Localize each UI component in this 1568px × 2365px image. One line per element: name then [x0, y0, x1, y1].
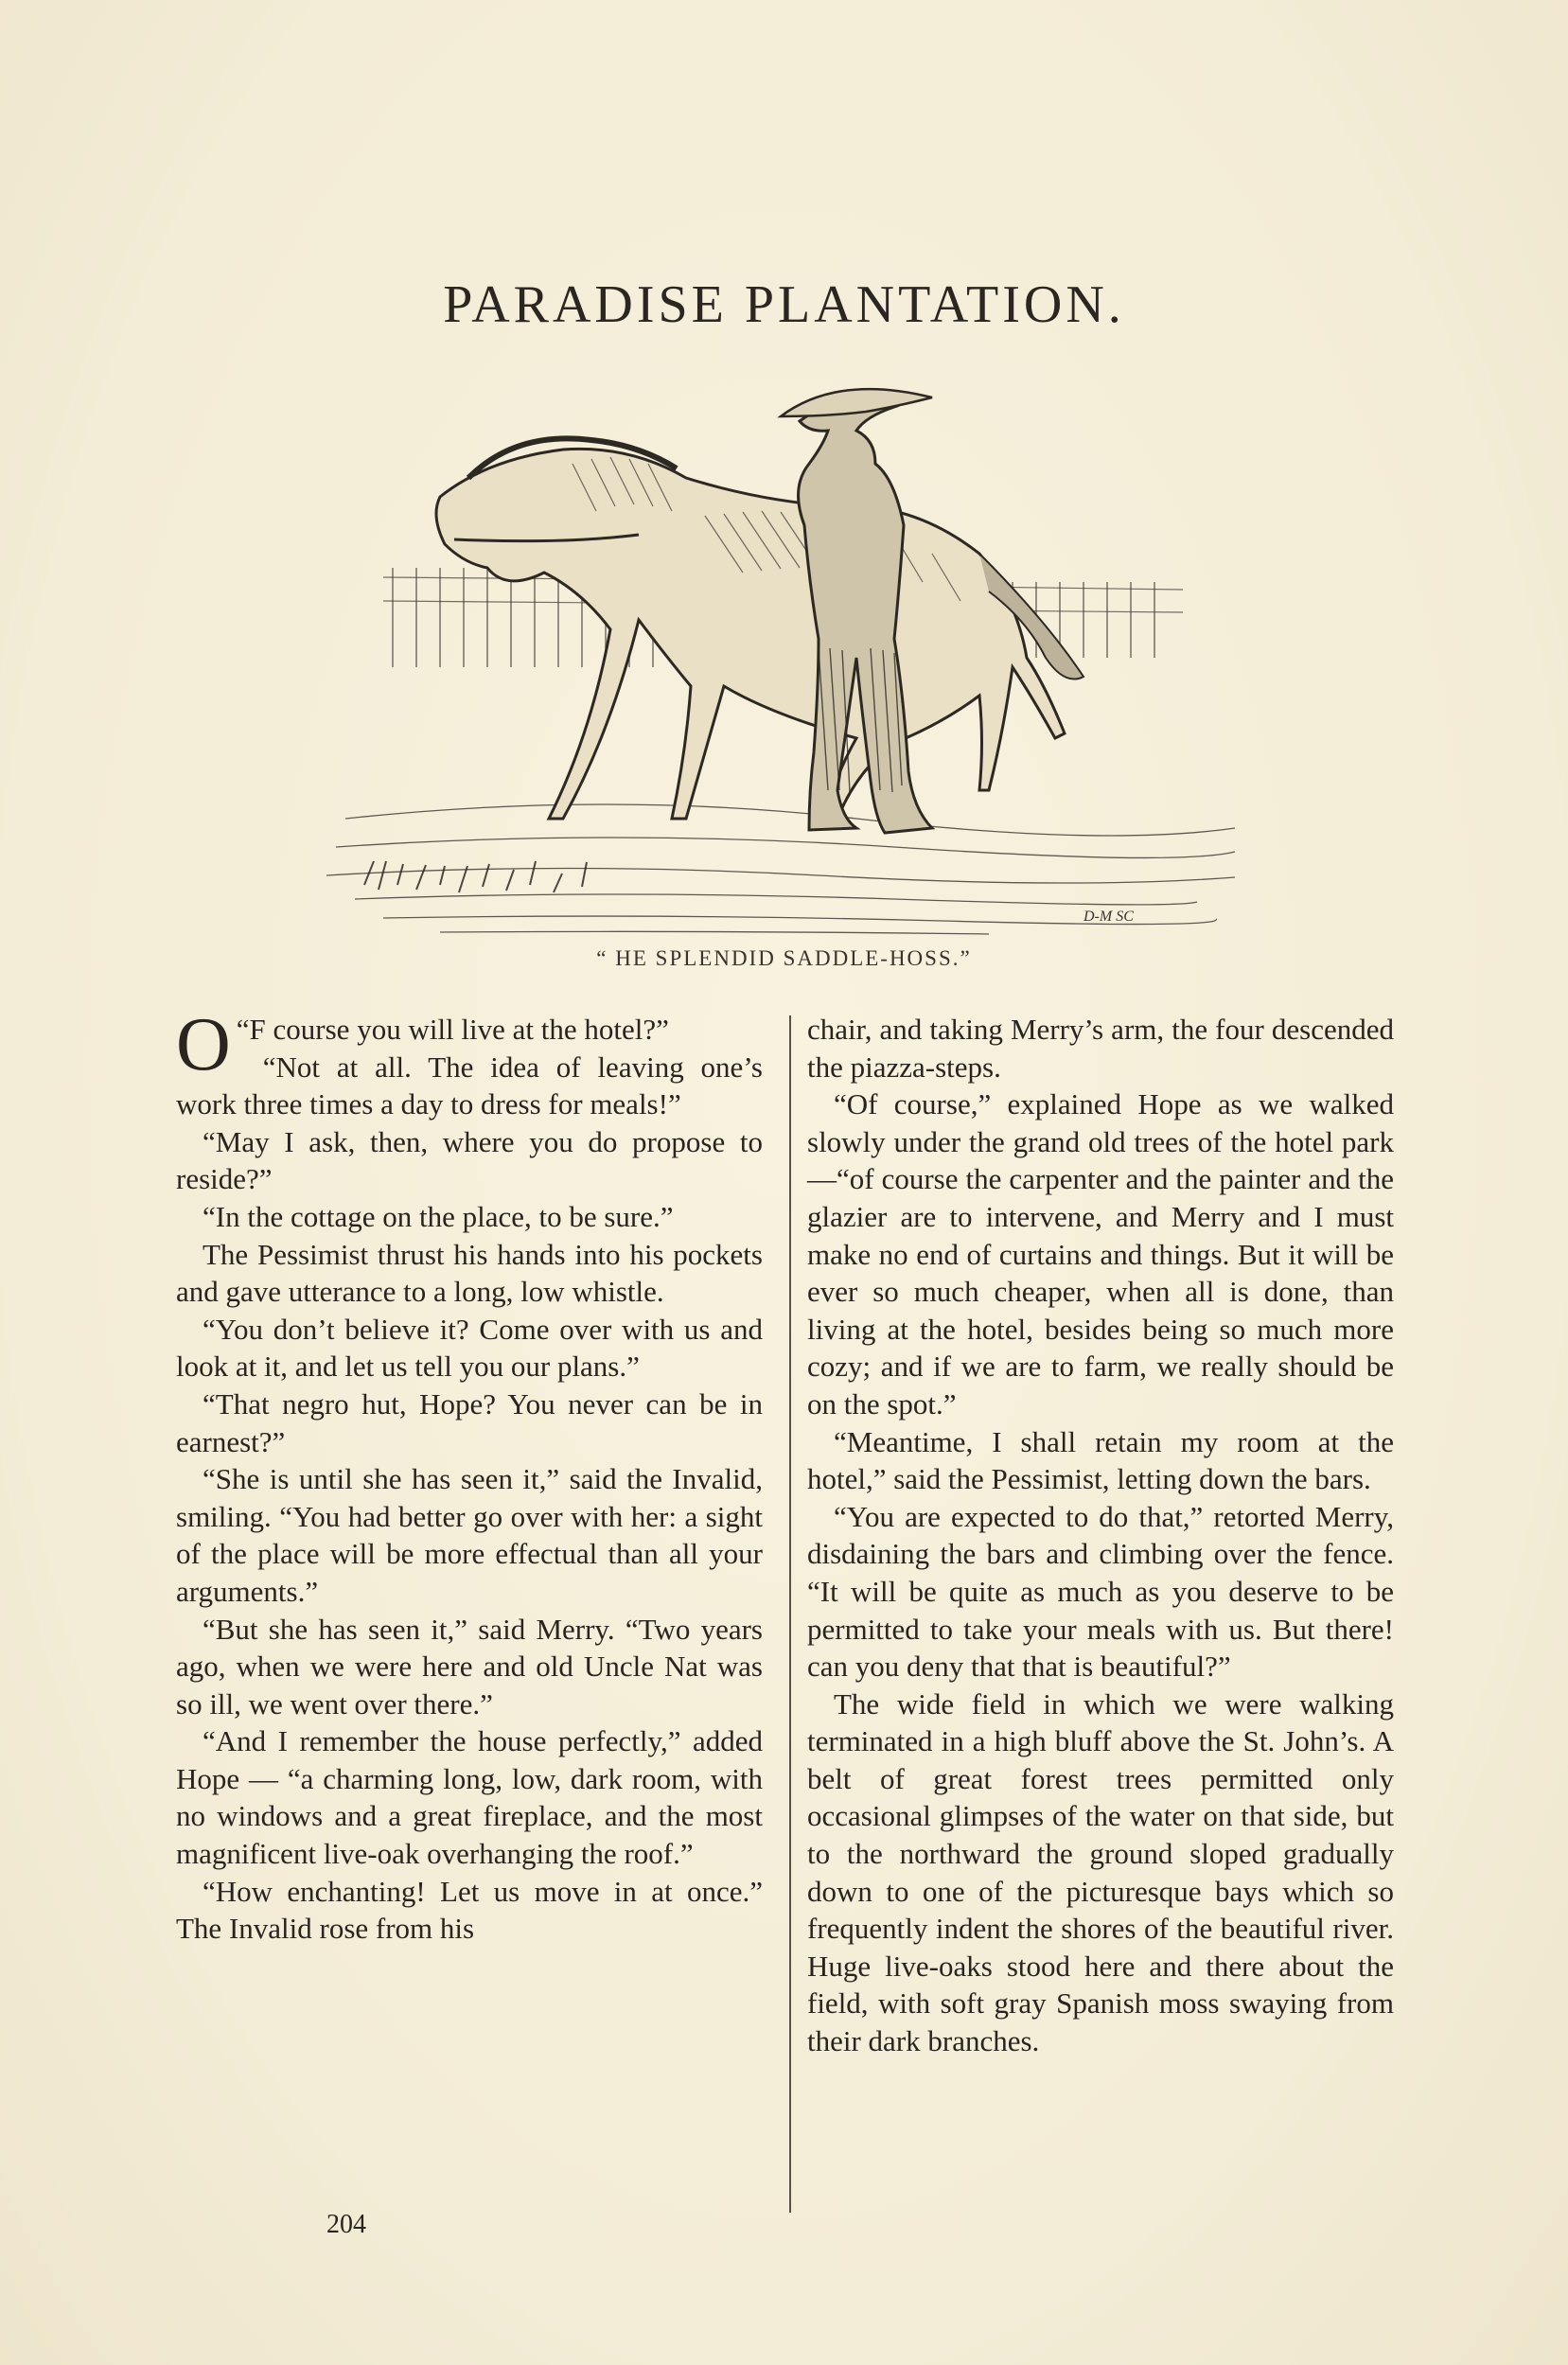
paragraph: “How enchanting! Let us move in at once.” The Invalid rose from his	[176, 1874, 763, 1946]
right-column	[807, 1011, 1394, 2060]
paragraph: “Not at all. The idea of leaving one’s work three times a day to dress for meals!”	[176, 1050, 763, 1121]
paragraph: The wide field in which we were walking terminated in a high bluff above the St. John’s. A belt of great forest trees permitted only occasional glimpses of the water on that side, but to the northward the ground sloped gradually down to one of the picturesque bays which so frequently indent the shores of the beautiful river. Huge live-oaks stood here and there about the field, with soft gray Spanish moss swaying from their dark branches.	[807, 1686, 1394, 2058]
page-title: PARADISE PLANTATION.	[443, 275, 1125, 334]
paragraph: “That negro hut, Hope? You never can be in earnest?”	[176, 1386, 763, 1458]
paragraph: “But she has seen it,” said Merry. “Two years ago, when we were here and old Uncle Nat was so ill, we went over there.”	[176, 1612, 763, 1721]
paragraph: “Meantime, I shall retain my room at the hotel,” said the Pessimist, letting down the bars.	[807, 1424, 1394, 1496]
drop-cap: O	[176, 1003, 231, 1086]
paragraph: “You don’t believe it? Come over with us and look at it, and let us tell you our plans.”	[176, 1312, 763, 1384]
left-column	[176, 1003, 763, 1948]
page-number: 204	[326, 2210, 366, 2239]
illustration-caption: “ HE SPLENDID SADDLE-HOSS.”	[596, 946, 972, 970]
paragraph: “May I ask, then, where you do propose to reside?”	[176, 1124, 763, 1196]
column-divider	[789, 1015, 791, 2213]
paragraph: “You are expected to do that,” retorted Merry, disdaining the bars and climbing over the fence. “It will be quite as much as you deserve to be permitted to take your meals with us. But there! can you deny that that is beautiful?”	[807, 1499, 1394, 1684]
paragraph: The Pessimist thrust his hands into his pockets and gave utterance to a long, low whistle.	[176, 1237, 763, 1309]
paragraph: “And I remember the house perfectly,” added Hope — “a charming long, low, dark room, with no windows and a great fireplace, and the most magnificent live-oak overhanging the roof.”	[176, 1724, 763, 1871]
paragraph: chair, and taking Merry’s arm, the four descended the piazza-steps.	[807, 1013, 1394, 1084]
paragraph-text: F course you will live at the hotel?”	[249, 1013, 669, 1046]
opening-quote: “	[236, 1013, 250, 1046]
engraving-illustration	[326, 374, 1244, 942]
paragraph: “In the cottage on the place, to be sure.”	[203, 1199, 674, 1233]
engraver-signature: D-M SC	[1084, 909, 1134, 925]
paragraph: “Of course,” explained Hope as we walked slowly under the grand old trees of the hotel park—“of course the carpenter and the painter and the glazier are to intervene, and Merry and I must make no end of curtains and things. But it will be ever so much cheaper, when all is done, than living at the hotel, besides being so much more cozy; and if we are to farm, we really should be on the spot.”	[807, 1087, 1394, 1421]
paragraph: “She is until she has seen it,” said the Invalid, smiling. “You had better go over with her: a sight of the place will be more effectual than all your arguments.”	[176, 1462, 763, 1608]
